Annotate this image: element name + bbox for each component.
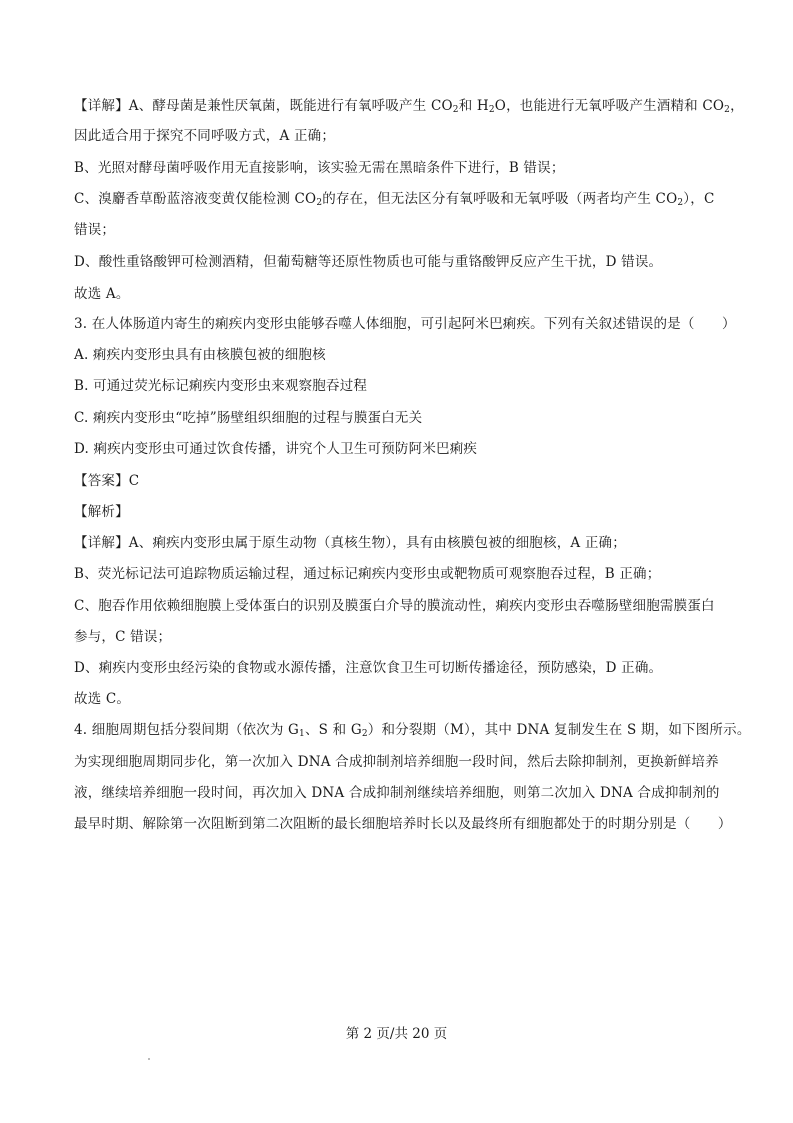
q3-option-c: C. 痢疾内变形虫“吃掉”肠壁组织细胞的过程与膜蛋白无关 <box>74 410 423 426</box>
q3-option-a: A. 痢疾内变形虫具有由核膜包被的细胞核 <box>74 347 326 363</box>
q2-detail-d: D、酸性重铬酸钾可检测酒精，但葡萄糖等还原性物质也可能与重铬酸钾反应产生干扰，D 错误。 <box>74 254 663 270</box>
q3-option-d: D. 痢疾内变形虫可通过饮食传播，讲究个人卫生可预防阿米巴痢疾 <box>74 441 478 457</box>
q3-detail-d: D、痢疾内变形虫经污染的食物或水源传播，注意饮食卫生可切断传播途径，预防感染，D 正确。 <box>74 660 663 676</box>
q2-detail-a-cont: 因此适合用于探究不同呼吸方式，A 正确； <box>74 128 336 144</box>
q3-detail-a: 【详解】A、痢疾内变形虫属于原生动物（真核生物），具有由核膜包被的细胞核，A 正确； <box>74 535 626 551</box>
q3-detail-c-cont: 参与，C 错误； <box>74 629 172 645</box>
q4-stem-line-2: 为实现细胞周期同步化，第一次加入 DNA 合成抑制剂培养细胞一段时间，然后去除抑制剂，更换新鲜培养 <box>74 754 719 770</box>
scan-speck <box>148 1058 150 1060</box>
q3-analysis-label: 【解析】 <box>74 504 129 520</box>
q2-detail-c-cont: 错误； <box>74 222 116 238</box>
q4-stem-line-1: 4. 细胞周期包括分裂间期（依次为 $G_1$、S 和 $G_2$）和分裂期（M），其中 DNA 复制发生在 S 期，如下图所示。 <box>74 722 751 739</box>
q3-stem: 3. 在人体肠道内寄生的痢疾内变形虫能够吞噬人体细胞，可引起阿米巴痢疾。下列有关叙述错误的是（ ） <box>74 316 736 332</box>
q3-answer: 【答案】C <box>74 473 140 489</box>
q3-conclusion: 故选 C。 <box>74 691 131 707</box>
q2-detail-a: 【详解】A、酵母菌是兼性厌氧菌，既能进行有氧呼吸产生 $CO_2$和 $H_2O$，也能进行无氧呼吸产生酒精和 $CO_2$， <box>74 98 744 115</box>
page-footer: 第 2 页/共 20 页 <box>345 1026 448 1042</box>
q2-detail-c: C、溴麝香草酚蓝溶液变黄仅能检测 $CO_2$的存在，但无法区分有氧呼吸和无氧呼吸（两者均产生 $CO_2$），C <box>74 191 715 208</box>
q4-stem-line-4: 最早时期、解除第一次阻断到第二次阻断的最长细胞培养时长以及最终所有细胞都处于的时期分别是（ ） <box>74 816 732 832</box>
q2-conclusion: 故选 A。 <box>74 286 130 302</box>
q2-detail-b: B、光照对酵母菌呼吸作用无直接影响，该实验无需在黑暗条件下进行，B 错误； <box>74 160 565 176</box>
q3-detail-b: B、荧光标记法可追踪物质运输过程，通过标记痢疾内变形虫或靶物质可观察胞吞过程，B 正确； <box>74 566 661 582</box>
q3-detail-c: C、胞吞作用依赖细胞膜上受体蛋白的识别及膜蛋白介导的膜流动性，痢疾内变形虫吞噬肠壁细胞需膜蛋白 <box>74 598 715 614</box>
q4-stem-line-3: 液，继续培养细胞一段时间，再次加入 DNA 合成抑制剂继续培养细胞，则第二次加入 DNA 合成抑制剂的 <box>74 785 720 801</box>
q3-option-b: B. 可通过荧光标记痢疾内变形虫来观察胞吞过程 <box>74 378 368 394</box>
